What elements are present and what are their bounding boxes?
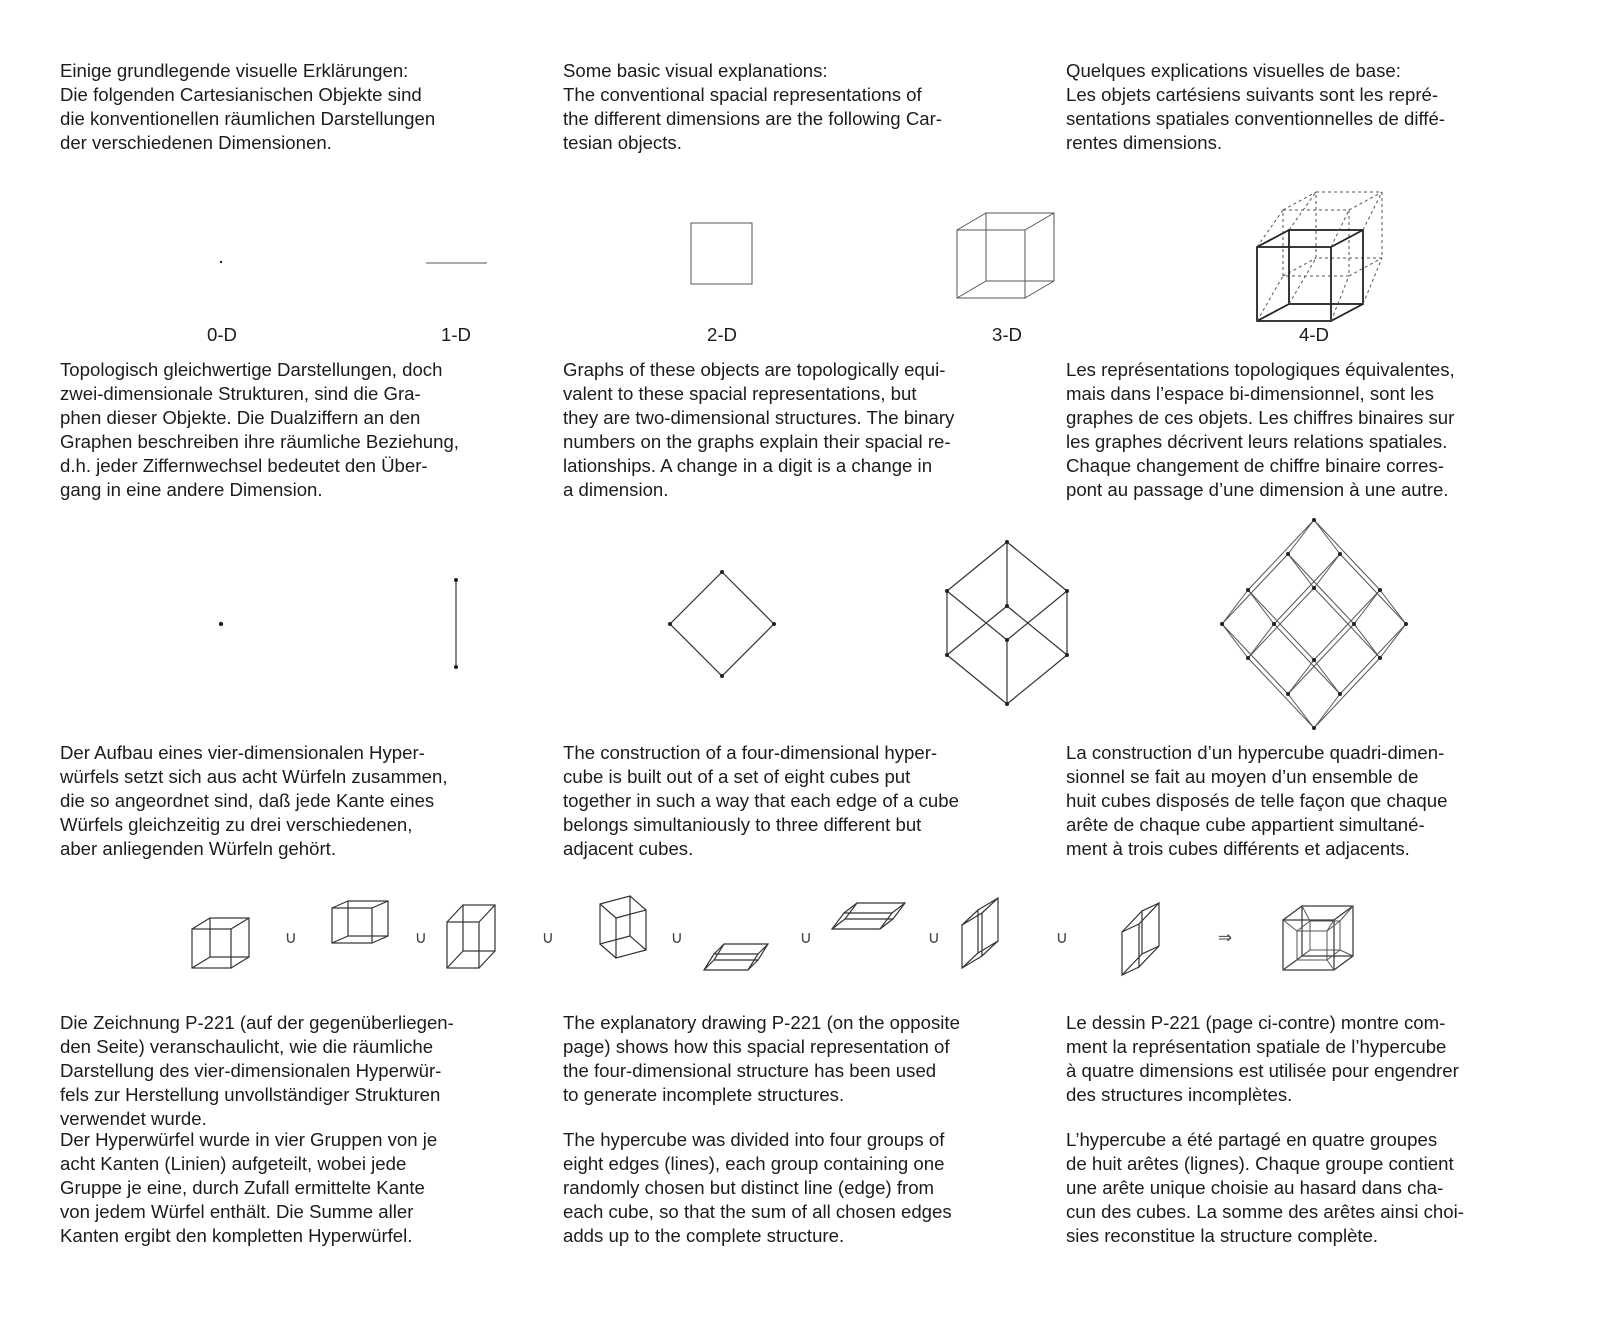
graph-edge [1007, 542, 1067, 591]
graph-vertex [1005, 702, 1009, 706]
graph-edge [1314, 520, 1380, 590]
graph-edge [1248, 520, 1314, 590]
groups-text-fr: L’hypercube a été partagé en quatre groupes de huit arêtes (lignes). Chaque groupe contient une arête unique choisie au hasard dans cha- cun des cubes. La somme des arêtes ainsi choi- sies reconstitue la structure complète. [1066, 1129, 1464, 1246]
graph-edge [1340, 624, 1406, 694]
graph-edge [1314, 588, 1380, 658]
graph-edge [1222, 624, 1248, 658]
topology-text-fr: Les représentations topologiques équivalentes, mais dans l’espace bi-dimensionnel, sont les graphes de ces objets. Les chiffres binaires sur les graphes décrivent leurs relations spatiales. Chaque changement de chiffre binaire corres- pont au passage d’une dimension à une autre. [1066, 359, 1455, 500]
graph-edge [947, 655, 1007, 704]
union-symbol-1: ∪ [284, 928, 298, 948]
intro-text-de: Einige grundlegende visuelle Erklärungen: Die folgenden Cartesianischen Objekte sind die konventionellen räumlichen Darstellungen der verschiedenen Dimensionen. [60, 60, 436, 153]
graph-vertex [1338, 692, 1342, 696]
graph-vertex [1005, 604, 1009, 608]
cube-2 [332, 901, 388, 943]
graph-vertex [1312, 518, 1316, 522]
graph-2d [668, 570, 776, 678]
graph-edge [1288, 554, 1314, 588]
graph-edge [1007, 591, 1067, 640]
label-2d: 2-D [707, 324, 737, 345]
graph-3d [945, 540, 1069, 706]
graph-vertex [945, 589, 949, 593]
graph-edge [1274, 554, 1340, 624]
graph-edge [1314, 554, 1340, 588]
graph-vertex [1312, 726, 1316, 730]
union-symbol-4: ∪ [670, 928, 684, 948]
graph-edge [1380, 590, 1406, 624]
graph-vertex [1065, 589, 1069, 593]
graph-edge [1314, 520, 1340, 554]
graph-vertex [1286, 692, 1290, 696]
cube-1 [192, 918, 249, 968]
graph-vertex [1378, 588, 1382, 592]
graph-vertex [1065, 653, 1069, 657]
hypercube-4d-figure [1257, 192, 1382, 321]
graph-vertex [1312, 586, 1316, 590]
graph-edge [1288, 624, 1354, 694]
graph-vertex [1338, 552, 1342, 556]
graph-edge [1354, 624, 1380, 658]
graph-vertex [1005, 540, 1009, 544]
cube-3d-figure [957, 213, 1054, 298]
intro-text-fr: Quelques explications visuelles de base: Les objets cartésiens suivants sont les repré- sentations spatiales conventionnelles de diffé- rentes dimensions. [1066, 60, 1446, 153]
topology-text-de: Topologisch gleichwertige Darstellungen, doch zwei-dimensionale Strukturen, sind die Gra- phen dieser Objekte. Die Dualziffern an den Graphen beschreiben ihre räumliche Beziehung, d.h. jeder Ziffernwechsel bedeutet den Über- gang in eine andere Dimension. [60, 359, 459, 500]
graph-vertex [1220, 622, 1224, 626]
cube-sequence [192, 896, 1353, 975]
label-1d: 1-D [441, 324, 471, 345]
union-symbol-6: ∪ [927, 928, 941, 948]
label-0d: 0-D [207, 324, 237, 345]
point-0d-figure [220, 261, 222, 263]
graph-vertex [1404, 622, 1408, 626]
groups-text-de: Der Hyperwürfel wurde in vier Gruppen von je acht Kanten (Linien) aufgeteilt, wobei jede Gruppe je eine, durch Zufall ermittelte Kante von jedem Würfel enthält. Die Summe aller Kanten ergibt den kompletten Hyperwürfel. [60, 1129, 438, 1246]
graph-0d [219, 622, 223, 626]
graph-edge [1274, 624, 1340, 694]
label-4d: 4-D [1299, 324, 1329, 345]
graph-vertex [1352, 622, 1356, 626]
graph-vertex [1246, 588, 1250, 592]
drawing-text-fr: Le dessin P-221 (page ci-contre) montre com- ment la représentation spatiale de l’hypercube à quatre dimensions est utilisée pour engendrer des structures incomplètes. [1066, 1012, 1459, 1105]
graph-edge [1314, 694, 1340, 728]
graph-edge [947, 542, 1007, 591]
union-symbol-7: ∪ [1055, 928, 1069, 948]
graph-edge [1288, 520, 1314, 554]
cube-8 [1122, 903, 1159, 975]
construction-text-de: Der Aufbau eines vier-dimensionalen Hyper- würfels setzt sich aus acht Würfeln zusammen, die so angeordnet sind, daß jede Kante eines Würfels gleichzeitig zu drei verschiedenen, aber anliegenden Würfeln gehört. [60, 742, 448, 859]
graph-edge [1007, 606, 1067, 655]
graph-edge [947, 606, 1007, 655]
graph-edge [1222, 554, 1288, 624]
implies-arrow: ⇒ [1217, 928, 1233, 948]
graph-edge [1354, 590, 1380, 624]
graph-vertex [1272, 622, 1276, 626]
graph-vertex [1246, 656, 1250, 660]
cube-7 [962, 898, 998, 968]
graph-vertex [1378, 656, 1382, 660]
graph-edge [1222, 624, 1288, 694]
graph-edge [1314, 660, 1340, 694]
construction-text-en: The construction of a four-dimensional hyper- cube is built out of a set of eight cubes put together in such a way that each edge of a cube belongs simultaniously to three different but adjacent cubes. [563, 742, 959, 859]
graph-vertex [1286, 552, 1290, 556]
intro-text-en: Some basic visual explanations: The conventional spacial representations of the different dimensions are the following Car- tesian objects. [563, 60, 942, 153]
graph-edge [1248, 590, 1274, 624]
graph-edge [1248, 658, 1314, 728]
graph-edge [1288, 694, 1314, 728]
square-2d-figure [691, 223, 752, 284]
graph-edge [1288, 660, 1314, 694]
graph-edge [1288, 554, 1354, 624]
graph-edge [1248, 590, 1314, 660]
graph-edge [1340, 554, 1406, 624]
graph-edge [1380, 624, 1406, 658]
topology-text-en: Graphs of these objects are topologically equi- valent to these spacial representations, but they are two-dimensional structures. The binary numbers on the graphs explain their spacial re- lationships. A change in a digit is a change in a dimension. [563, 359, 955, 500]
graph-edge [1248, 588, 1314, 658]
union-symbol-2: ∪ [414, 928, 428, 948]
union-symbol-3: ∪ [541, 928, 555, 948]
graph-edge [1222, 590, 1248, 624]
graph-vertex [1005, 638, 1009, 642]
cube-3 [447, 905, 495, 968]
label-3d: 3-D [992, 324, 1022, 345]
cube-5 [704, 944, 768, 970]
graph-vertex [945, 653, 949, 657]
groups-text-en: The hypercube was divided into four groups of eight edges (lines), each group containing one randomly chosen but distinct line (edge) from each cube, so that the sum of all chosen edges adds up to the complete structure. [563, 1129, 952, 1246]
graph-1d [454, 578, 458, 669]
cube-6 [832, 903, 905, 929]
graph-4d [1220, 518, 1408, 730]
union-symbol-5: ∪ [799, 928, 813, 948]
drawing-text-de: Die Zeichnung P-221 (auf der gegenüberliegen- den Seite) veranschaulicht, wie die räumliche Darstellung des vier-dimensionalen Hyperwür- fels zur Herstellung unvollständiger Strukturen verwendet wurde. [60, 1012, 454, 1129]
graph-edge [1314, 590, 1380, 660]
construction-text-fr: La construction d’un hypercube quadri-dimen- sionnel se fait au moyen d’un ensemble de huit cubes disposés de telle façon que chaque arête de chaque cube appartient simultané- ment à trois cubes différents et adjacents. [1066, 742, 1448, 859]
graph-edge [1007, 655, 1067, 704]
drawing-text-en: The explanatory drawing P-221 (on the opposite page) shows how this spacial representation of the four-dimensional structure has been used to generate incomplete structures. [563, 1012, 960, 1105]
graph-edge [947, 591, 1007, 640]
hypercube-result [1283, 906, 1353, 970]
cube-4 [600, 896, 646, 958]
graph-edge [1248, 624, 1274, 658]
graph-edge [1314, 658, 1380, 728]
graph-vertex [1312, 658, 1316, 662]
